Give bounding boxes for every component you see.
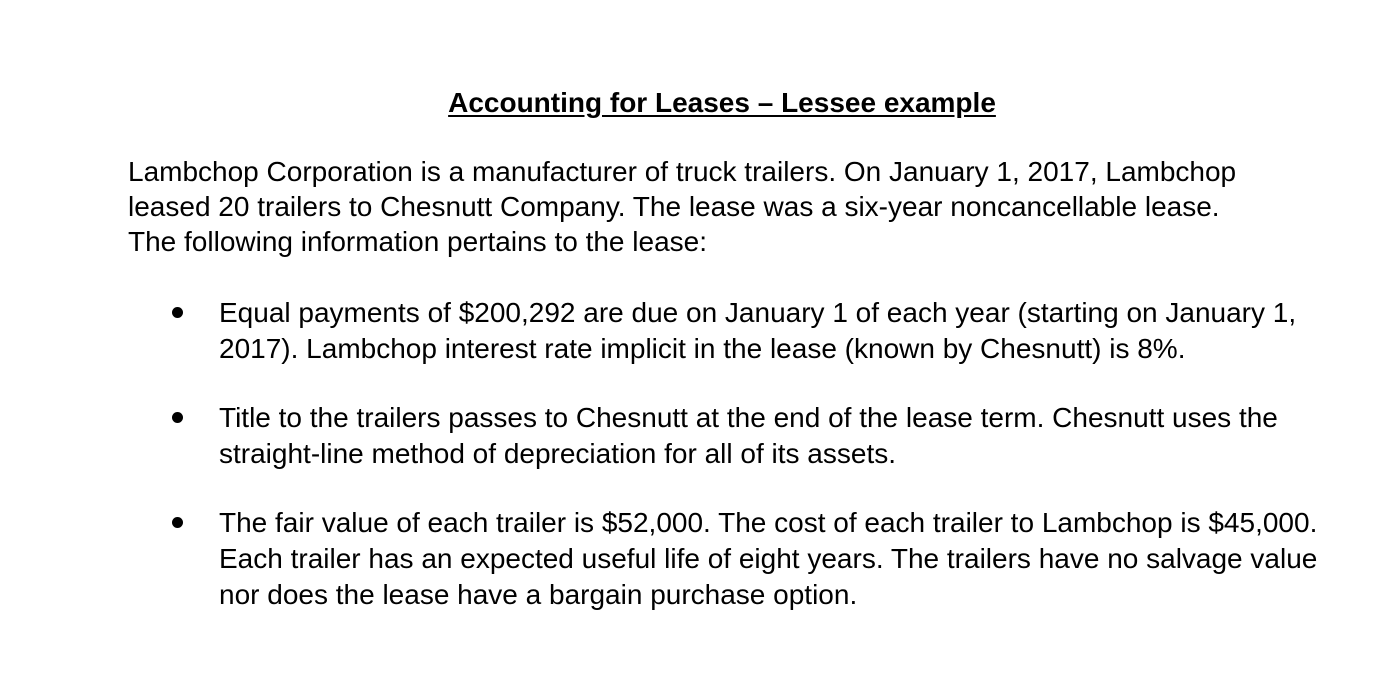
bullet-icon	[172, 412, 183, 423]
bullet-text: Equal payments of $200,292 are due on January 1 of each year (starting on January 1, 2017). Lambchop interest rate implicit in the lease (known by Chesnutt) is 8%.	[219, 297, 1297, 364]
list-item	[128, 505, 1328, 613]
bullet-list	[128, 295, 1328, 646]
bullet-icon	[172, 517, 183, 528]
intro-paragraph: Lambchop Corporation is a manufacturer of truck trailers. On January 1, 2017, Lambchop leased 20 trailers to Chesnutt Company. The lease was a six-year noncancellable lease. The following information pertains to the lease:	[128, 156, 1237, 257]
bullet-text: The fair value of each trailer is $52,000. The cost of each trailer to Lambchop is $45,000. Each trailer has an expected useful life of eight years. The trailers have no salvage value nor does the lease have a bargain purchase option.	[219, 507, 1318, 610]
document-title: Accounting for Leases – Lessee example	[448, 87, 996, 118]
list-item	[128, 400, 1328, 472]
bullet-icon	[172, 307, 183, 318]
bullet-text: Title to the trailers passes to Chesnutt at the end of the lease term. Chesnutt uses the straight-line method of depreciation for all of its assets.	[219, 402, 1278, 469]
list-item	[128, 295, 1328, 367]
